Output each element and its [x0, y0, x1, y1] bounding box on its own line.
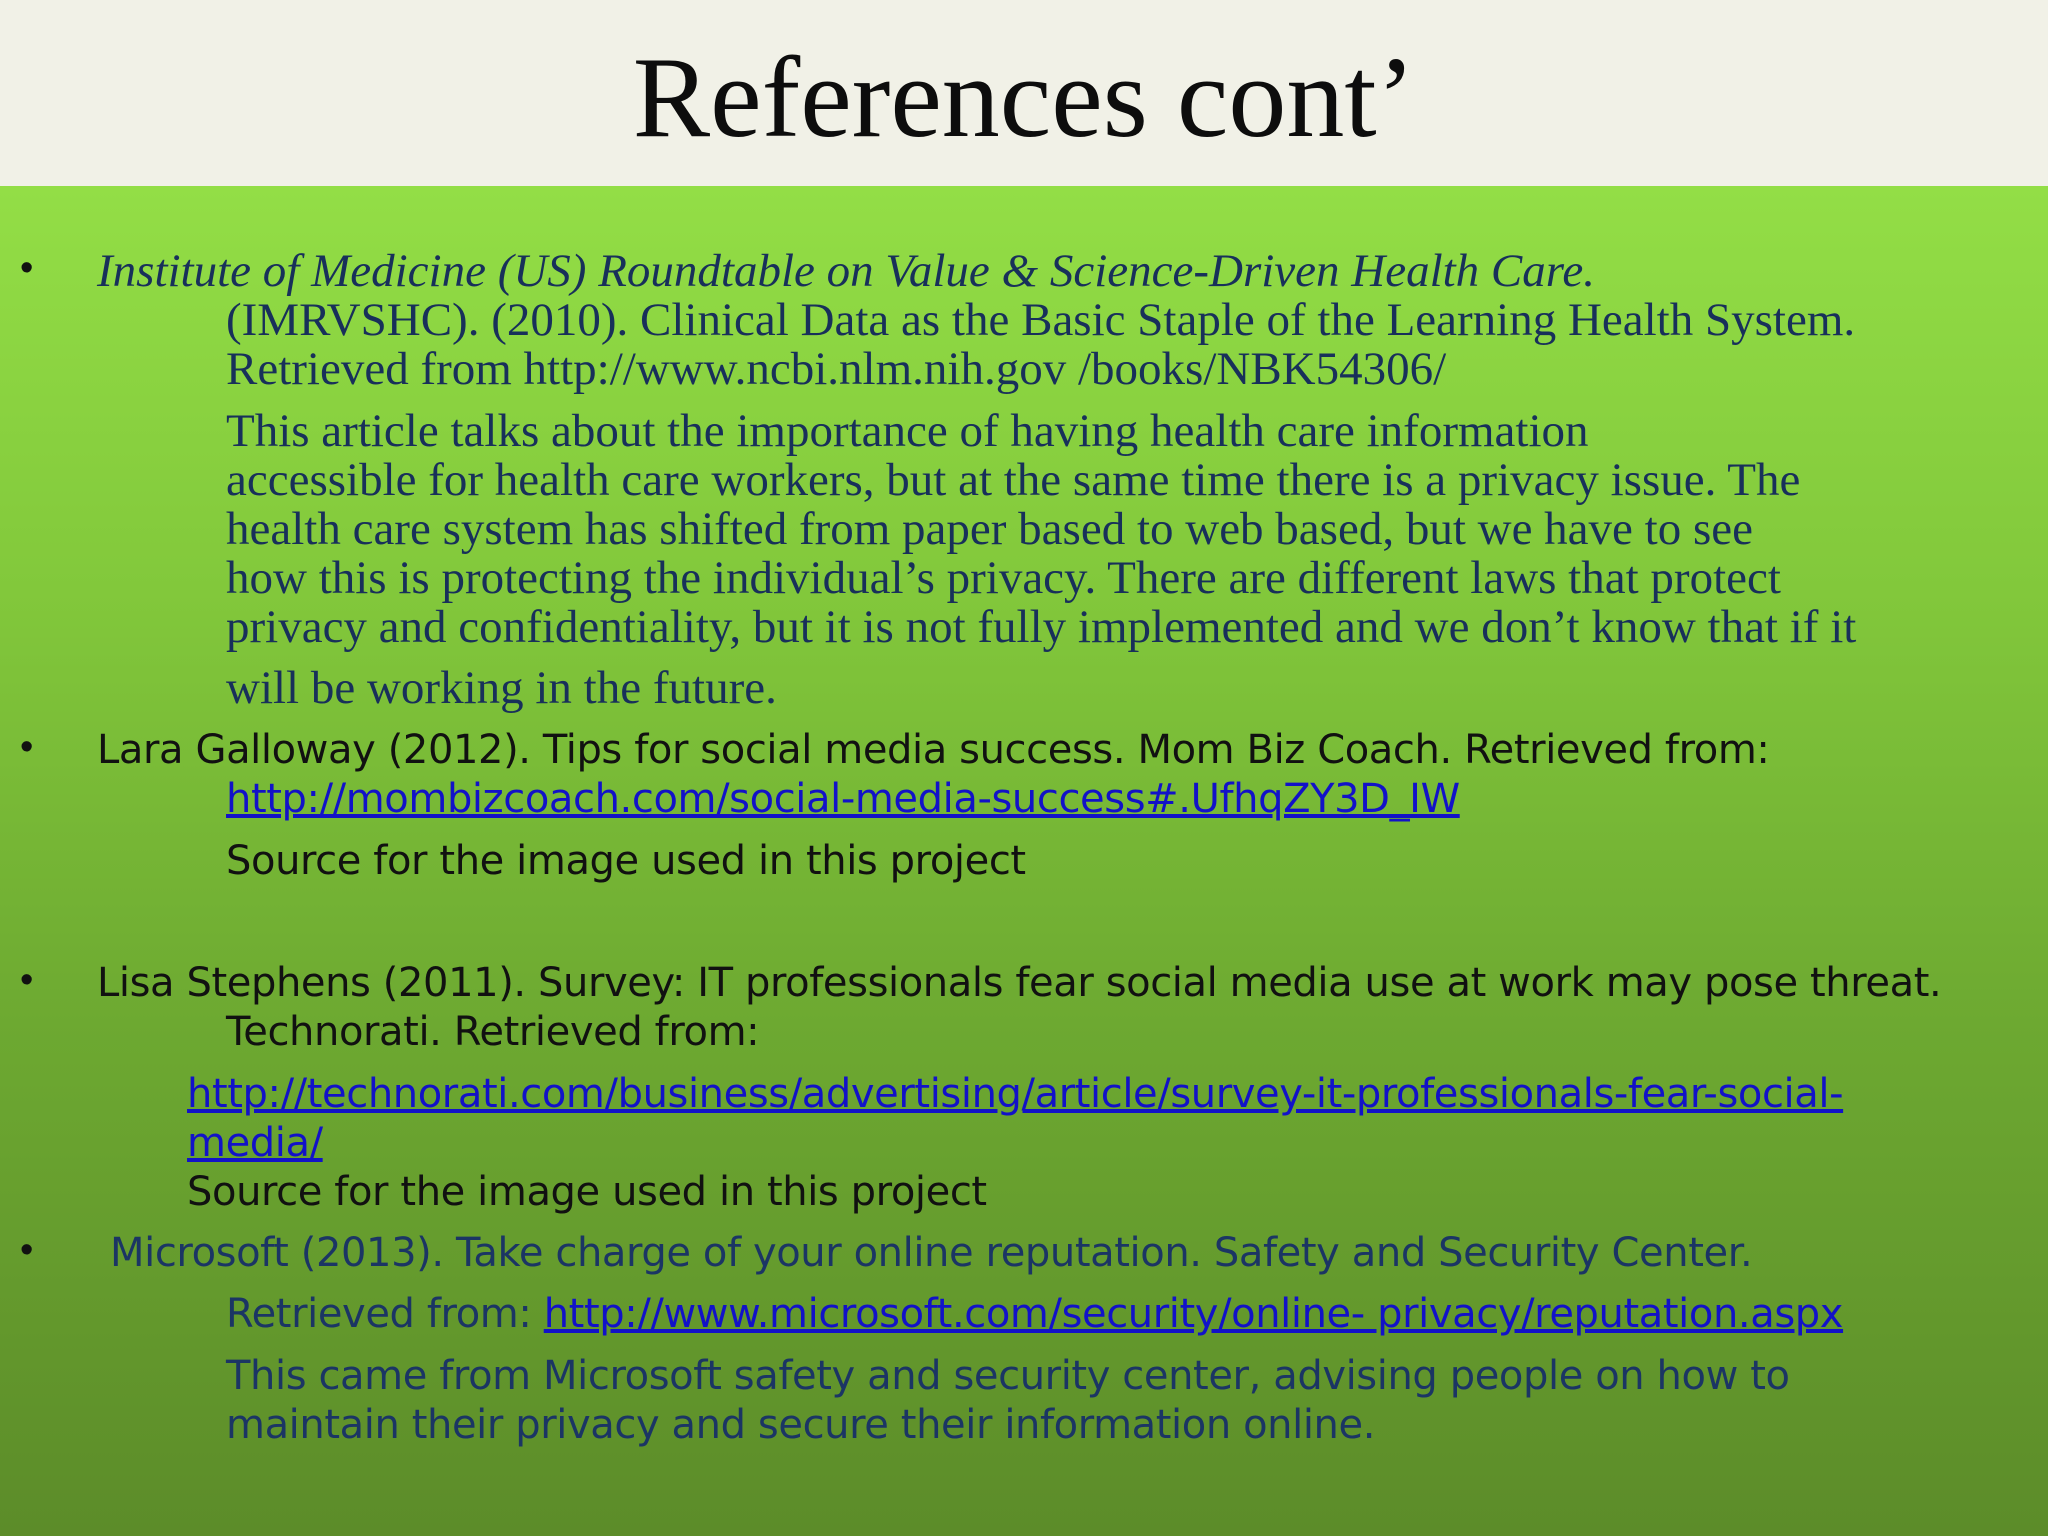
reference-2-note: Source for the image used in this project — [226, 838, 1026, 884]
reference-1-line: (IMRVSHC). (2010). Clinical Data as the Basic Staple of the Learning Health System. — [226, 294, 1856, 346]
reference-1-lead: Institute of Medicine (US) Roundtable on Value & Science-Driven Health Care. — [97, 245, 1595, 297]
bullet: • — [20, 959, 34, 1001]
reference-1-annotation-line: health care system has shifted from paper based to web based, but we have to see — [226, 503, 1753, 555]
reference-3-note: Source for the image used in this project — [187, 1169, 987, 1215]
reference-3-link[interactable]: http://technorati.com/business/advertising/article/survey-it-professionals-fear-social- — [187, 1071, 1844, 1117]
reference-4-annotation-line: This came from Microsoft safety and security center, advising people on how to — [226, 1353, 1790, 1399]
reference-4-retrieved-line — [226, 1290, 1843, 1339]
reference-2-lead: Lara Galloway (2012). Tips for social media success. Mom Biz Coach. Retrieved from: — [97, 727, 1770, 773]
reference-1-annotation-line: how this is protecting the individual’s privacy. There are different laws that protect — [226, 552, 1781, 604]
reference-1-annotation-line: accessible for health care workers, but at the same time there is a privacy issue. The — [226, 454, 1801, 506]
reference-3-lead: Lisa Stephens (2011). Survey: IT professionals fear social media use at work may pose threat. — [97, 960, 1942, 1006]
bullet: • — [20, 247, 34, 289]
reference-2-link[interactable]: http://mombizcoach.com/social-media-success#.UfhqZY3D_IW — [226, 776, 1460, 822]
slide-title: References cont’ — [632, 34, 1416, 162]
bullet: • — [20, 1229, 34, 1271]
title-band — [0, 0, 2048, 186]
reference-4-link[interactable]: http://www.microsoft.com/security/online- privacy/reputation.aspx — [543, 1291, 1844, 1337]
reference-3-link-line — [187, 1119, 323, 1168]
reference-1-annotation-line: will be working in the future. — [226, 662, 777, 714]
reference-2-link-line — [226, 775, 1460, 824]
reference-4-lead: Microsoft (2013). Take charge of your online reputation. Safety and Security Center. — [110, 1230, 1753, 1276]
reference-4-annotation-line: maintain their privacy and secure their information online. — [226, 1402, 1376, 1448]
reference-1-line: Retrieved from http://www.ncbi.nlm.nih.gov /books/NBK54306/ — [226, 343, 1447, 395]
reference-3-link-continued[interactable]: media/ — [187, 1120, 323, 1166]
reference-1-annotation-line: This article talks about the importance of having health care information — [226, 405, 1589, 457]
reference-1-annotation-line: privacy and confidentiality, but it is not fully implemented and we don’t know that if it — [226, 601, 1857, 653]
reference-3-line: Technorati. Retrieved from: — [226, 1009, 760, 1055]
reference-3-link-line — [123, 1070, 1843, 1119]
bullet: • — [20, 726, 34, 768]
reference-4-retrieved-label: Retrieved from: — [226, 1291, 544, 1337]
